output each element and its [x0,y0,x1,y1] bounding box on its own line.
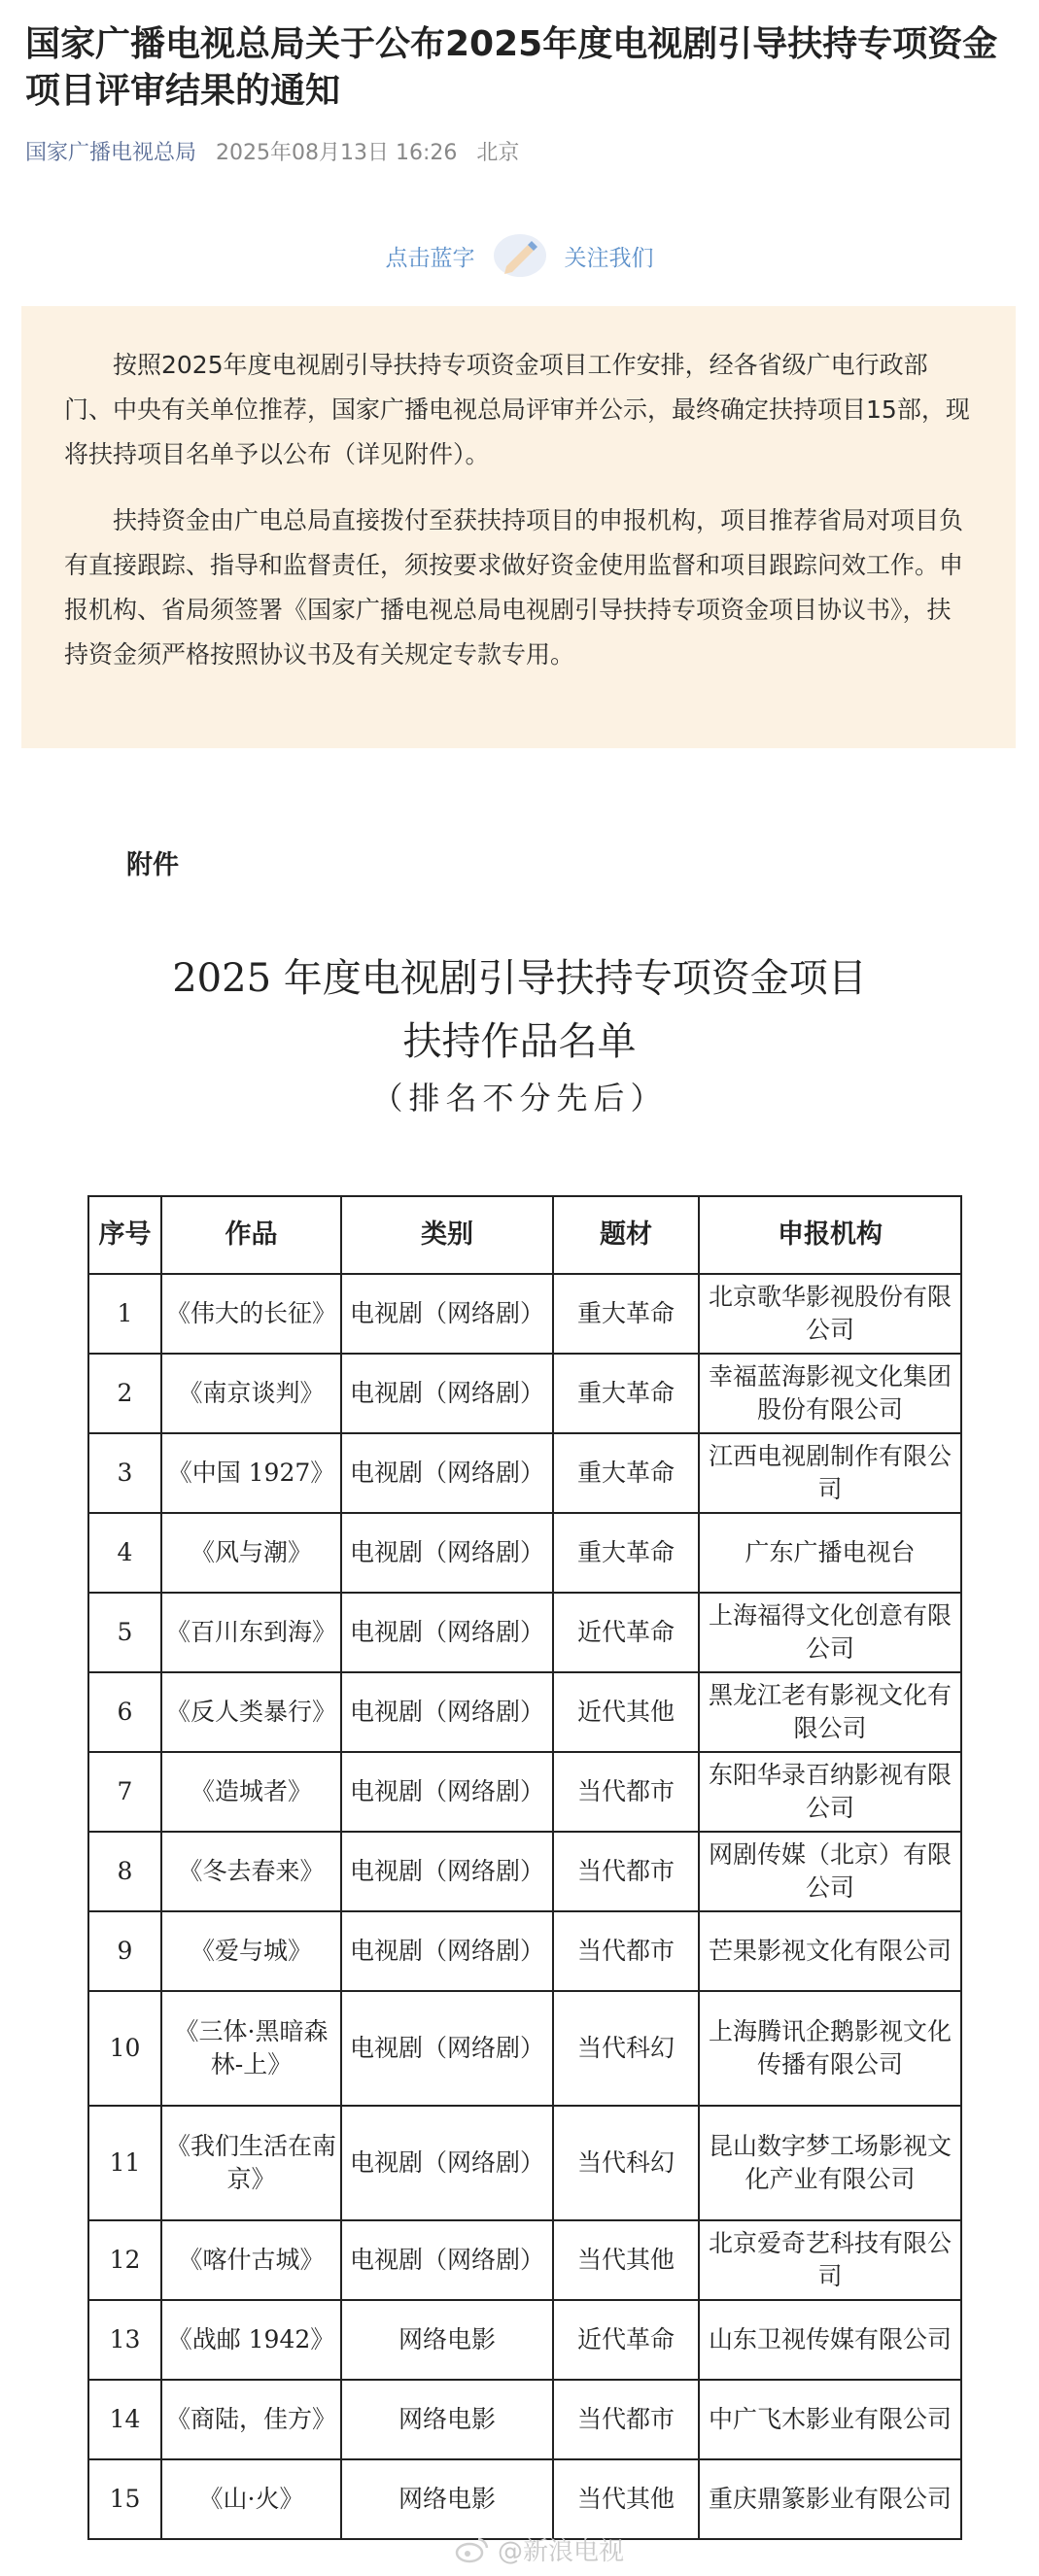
attachment-label: 附件 [126,850,179,880]
cell-organization: 东阳华录百纳影视有限公司 [699,1752,961,1832]
cell-theme: 当代都市 [553,1911,699,1991]
cell-organization: 山东卫视传媒有限公司 [699,2300,961,2380]
cell-index: 12 [88,2220,161,2300]
article-source-link[interactable]: 国家广播电视总局 [25,141,197,165]
cell-category: 网络电影 [341,2300,553,2380]
header-index: 序号 [88,1196,161,1274]
cell-theme: 重大革命 [553,1354,699,1433]
table-row [88,1911,961,1991]
cell-index: 5 [88,1593,161,1672]
cell-theme: 当代都市 [553,1832,699,1911]
follow-banner[interactable] [0,231,1039,280]
follow-left-text: 点击蓝字 [385,245,475,271]
cell-work: 《风与潮》 [161,1513,341,1593]
cell-index: 8 [88,1832,161,1911]
table-row [88,2380,961,2459]
notice-paragraph-1: 按照2025年度电视剧引导扶持专项资金项目工作安排，经各省级广电行政部门、中央有关单位推荐，国家广播电视总局评审并公示，最终确定扶持项目15部，现将扶持项目名单予以公布（详见附件）。 [64,351,970,468]
pen-icon [493,233,547,278]
cell-category: 网络电影 [341,2380,553,2459]
cell-index: 1 [88,1274,161,1354]
table-row [88,2459,961,2539]
attachment-title-line1: 2025 年度电视剧引导扶持专项资金项目 [172,956,867,1001]
cell-category: 电视剧（网络剧） [341,1672,553,1752]
cell-work: 《我们生活在南京》 [161,2106,341,2220]
cell-category: 电视剧（网络剧） [341,1354,553,1433]
table-row [88,1832,961,1911]
table-row [88,1752,961,1832]
cell-work: 《山·火》 [161,2459,341,2539]
cell-index: 2 [88,1354,161,1433]
cell-theme: 当代科幻 [553,2106,699,2220]
table-row [88,2220,961,2300]
header-category: 类别 [341,1196,553,1274]
cell-work: 《爱与城》 [161,1911,341,1991]
cell-organization: 上海福得文化创意有限公司 [699,1593,961,1672]
cell-work: 《冬去春来》 [161,1832,341,1911]
cell-category: 电视剧（网络剧） [341,1593,553,1672]
cell-work: 《战邮 1942》 [161,2300,341,2380]
cell-category: 电视剧（网络剧） [341,2106,553,2220]
article-title: 国家广播电视总局关于公布2025年度电视剧引导扶持专项资金项目评审结果的通知 [25,24,998,111]
cell-organization: 幸福蓝海影视文化集团股份有限公司 [699,1354,961,1433]
cell-theme: 重大革命 [553,1274,699,1354]
cell-work: 《造城者》 [161,1752,341,1832]
notice-box [21,306,1016,748]
table-row [88,1513,961,1593]
cell-organization: 芒果影视文化有限公司 [699,1911,961,1991]
cell-category: 电视剧（网络剧） [341,1274,553,1354]
cell-category: 电视剧（网络剧） [341,1832,553,1911]
cell-work: 《商陆，佳方》 [161,2380,341,2459]
cell-category: 电视剧（网络剧） [341,1752,553,1832]
cell-work: 《南京谈判》 [161,1354,341,1433]
table-row [88,1991,961,2106]
cell-theme: 当代都市 [553,1752,699,1832]
cell-organization: 昆山数字梦工场影视文化产业有限公司 [699,2106,961,2220]
table-row [88,2300,961,2380]
article-datetime: 2025年08月13日 16:26 [216,141,458,165]
cell-theme: 近代革命 [553,1593,699,1672]
cell-index: 15 [88,2459,161,2539]
attachment-title-line2: 扶持作品名单 [402,1019,637,1064]
cell-organization: 上海腾讯企鹅影视文化传播有限公司 [699,1991,961,2106]
article-location: 北京 [476,141,520,165]
cell-work: 《反人类暴行》 [161,1672,341,1752]
support-list-table [87,1195,962,2540]
cell-theme: 重大革命 [553,1433,699,1513]
table-row [88,1593,961,1672]
table-header-row [88,1196,961,1274]
cell-category: 网络电影 [341,2459,553,2539]
cell-theme: 当代科幻 [553,1991,699,2106]
cell-theme: 当代其他 [553,2459,699,2539]
header-work: 作品 [161,1196,341,1274]
follow-right-text: 关注我们 [564,245,654,271]
cell-category: 电视剧（网络剧） [341,2220,553,2300]
table-row [88,1354,961,1433]
article-meta [25,136,519,166]
cell-index: 4 [88,1513,161,1593]
cell-work: 《百川东到海》 [161,1593,341,1672]
header-theme: 题材 [553,1196,699,1274]
watermark-text: @新浪电视 [498,2537,625,2566]
cell-organization: 重庆鼎篆影业有限公司 [699,2459,961,2539]
cell-index: 11 [88,2106,161,2220]
cell-theme: 重大革命 [553,1513,699,1593]
cell-index: 6 [88,1672,161,1752]
cell-organization: 广东广播电视台 [699,1513,961,1593]
table-row [88,1672,961,1752]
cell-category: 电视剧（网络剧） [341,1991,553,2106]
cell-organization: 北京爱奇艺科技有限公司 [699,2220,961,2300]
table-row [88,1274,961,1354]
cell-theme: 当代其他 [553,2220,699,2300]
cell-category: 电视剧（网络剧） [341,1433,553,1513]
cell-category: 电视剧（网络剧） [341,1513,553,1593]
cell-work: 《喀什古城》 [161,2220,341,2300]
cell-index: 9 [88,1911,161,1991]
notice-paragraph-2: 扶持资金由广电总局直接拨付至获扶持项目的申报机构，项目推荐省局对项目负有直接跟踪、指导和监督责任，须按要求做好资金使用监督和项目跟踪问效工作。申报机构、省局须签署《国家广播电视总局电视剧引导扶持专项资金项目协议书》，扶持资金须严格按照协议书及有关规定专款专用。 [64,506,964,669]
cell-work: 《中国 1927》 [161,1433,341,1513]
cell-organization: 网剧传媒（北京）有限公司 [699,1832,961,1911]
cell-theme: 当代都市 [553,2380,699,2459]
attachment-title-line3: （排名不分先后） [371,1080,668,1116]
weibo-logo-icon [455,2535,490,2564]
cell-work: 《三体·黑暗森林-上》 [161,1991,341,2106]
cell-organization: 江西电视剧制作有限公司 [699,1433,961,1513]
table-row [88,2106,961,2220]
cell-index: 10 [88,1991,161,2106]
cell-organization: 中广飞木影业有限公司 [699,2380,961,2459]
table-row [88,1433,961,1513]
cell-category: 电视剧（网络剧） [341,1911,553,1991]
cell-index: 7 [88,1752,161,1832]
cell-index: 3 [88,1433,161,1513]
cell-index: 13 [88,2300,161,2380]
cell-index: 14 [88,2380,161,2459]
weibo-watermark [455,2531,624,2567]
cell-work: 《伟大的长征》 [161,1274,341,1354]
cell-organization: 北京歌华影视股份有限公司 [699,1274,961,1354]
cell-organization: 黑龙江老有影视文化有限公司 [699,1672,961,1752]
cell-theme: 近代其他 [553,1672,699,1752]
header-organization: 申报机构 [699,1196,961,1274]
cell-theme: 近代革命 [553,2300,699,2380]
